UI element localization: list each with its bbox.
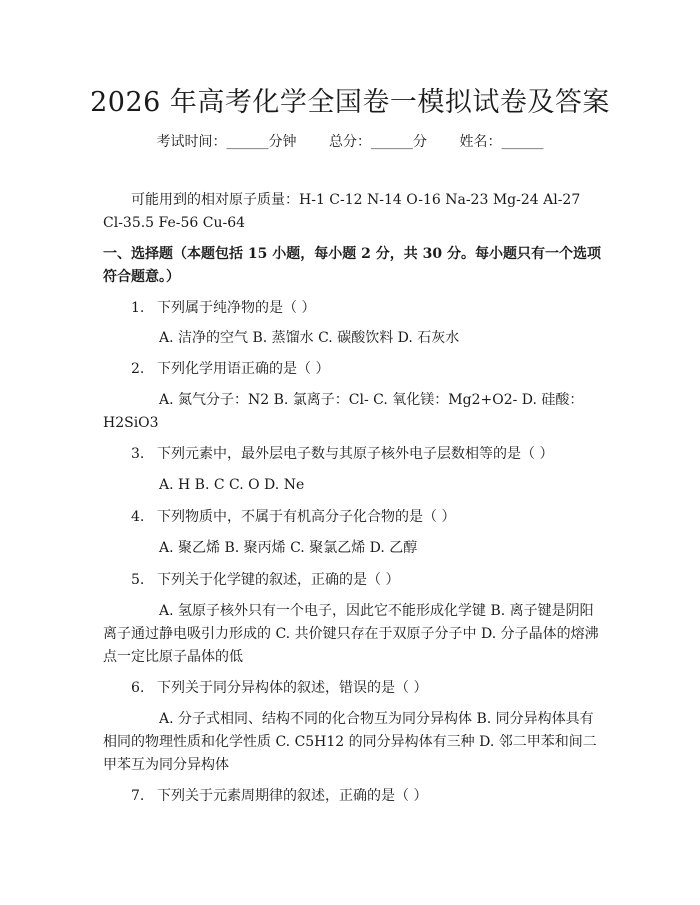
- question-4-options: A. 聚乙烯 B. 聚丙烯 C. 聚氯乙烯 D. 乙醇: [159, 540, 418, 556]
- question-7: [131, 785, 601, 808]
- question-number: 1.: [131, 300, 145, 316]
- question-number: 3.: [131, 446, 145, 462]
- question-number: 4.: [131, 509, 145, 525]
- question-number: 2.: [131, 361, 145, 377]
- question-stem: 下列化学用语正确的是（ ）: [157, 361, 330, 377]
- exam-score: 总分：______分: [329, 134, 427, 150]
- section-heading: 一、选择题（本题包括 15 小题，每小题 2 分，共 30 分。每小题只有一个选项符合题意。）: [103, 246, 601, 285]
- exam-name: 姓名：______: [459, 134, 544, 150]
- question-5: [131, 569, 601, 592]
- question-stem: 下列关于元素周期律的叙述，正确的是（ ）: [157, 788, 428, 804]
- question-stem: 下列物质中，不属于有机高分子化合物的是（ ）: [157, 509, 456, 525]
- question-stem: 下列关于化学键的叙述，正确的是（ ）: [157, 572, 400, 588]
- question-2: [131, 358, 601, 381]
- question-2-options: A. 氮气分子：N2 B. 氯离子：Cl- C. 氧化镁：Mg2+O2- D. 硅酸：H2SiO3: [103, 392, 584, 431]
- exam-time: 考试时间：______分钟: [156, 134, 297, 150]
- question-number: 6.: [131, 680, 145, 696]
- question-stem: 下列属于纯净物的是（ ）: [157, 300, 316, 316]
- question-4: [131, 506, 601, 529]
- question-stem: 下列元素中，最外层电子数与其原子核外电子层数相等的是（ ）: [157, 446, 554, 462]
- atomic-mass-note: 可能用到的相对原子质量：H-1 C-12 N-14 O-16 Na-23 Mg-24 Al-27 Cl-35.5 Fe-56 Cu-64: [103, 192, 581, 231]
- question-1-options: A. 洁净的空气 B. 蒸馏水 C. 碳酸饮料 D. 石灰水: [159, 330, 460, 346]
- question-5-options: A. 氢原子核外只有一个电子，因此它不能形成化学键 B. 离子键是阴阳离子通过静电吸引力形成的 C. 共价键只存在于双原子分子中 D. 分子晶体的熔沸点一定比原子晶体的低: [103, 603, 599, 665]
- question-stem: 下列关于同分异构体的叙述，错误的是（ ）: [157, 680, 428, 696]
- question-6: [131, 677, 601, 700]
- question-number: 7.: [131, 788, 145, 804]
- page-title: 2026 年高考化学全国卷一模拟试卷及答案: [90, 87, 610, 118]
- question-1: [131, 297, 601, 320]
- question-6-options: A. 分子式相同、结构不同的化合物互为同分异构体 B. 同分异构体具有相同的物理性质和化学性质 C. C5H12 的同分异构体有三种 D. 邻二甲苯和间二甲苯互为同分异构体: [103, 711, 597, 773]
- exam-meta: [0, 131, 700, 151]
- question-number: 5.: [131, 572, 145, 588]
- question-3-options: A. H B. C C. O D. Ne: [159, 477, 305, 493]
- question-3: [131, 443, 601, 466]
